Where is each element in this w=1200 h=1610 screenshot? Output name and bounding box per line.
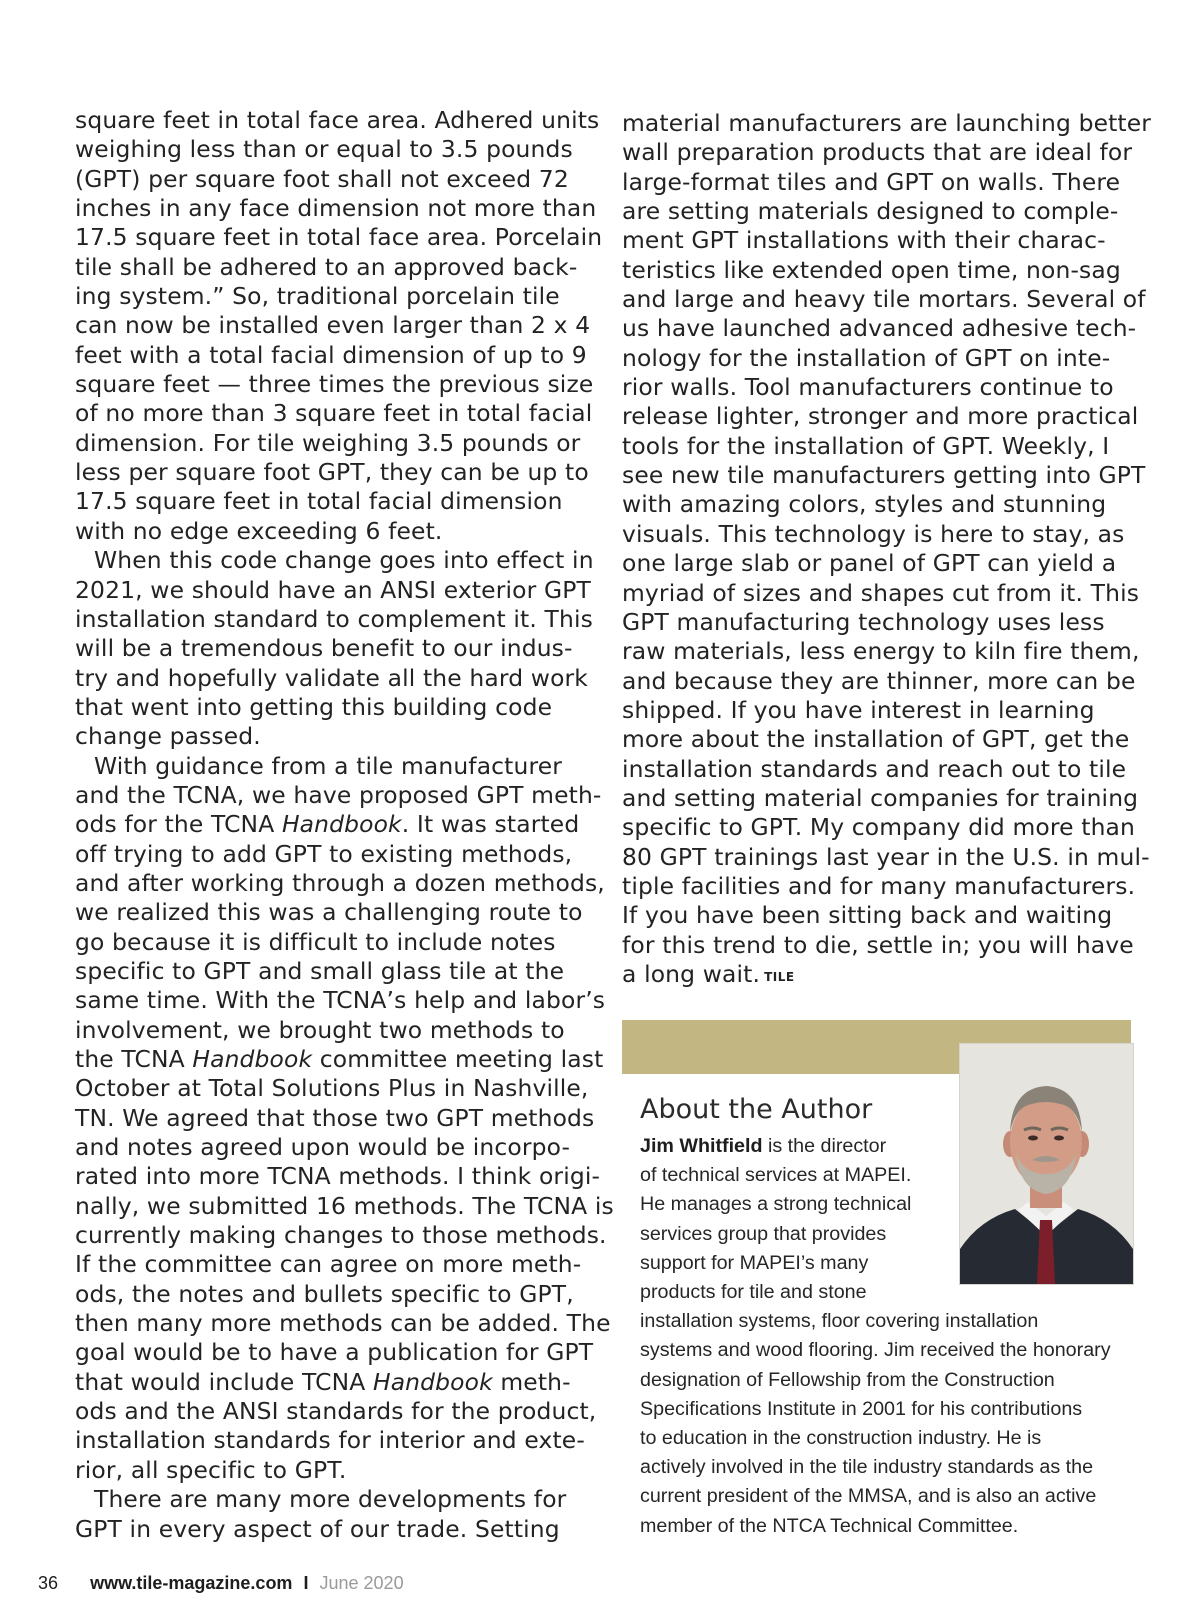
- article-line: more about the installation of GPT, get the: [622, 725, 1130, 754]
- article-line: then many more methods can be added. The: [75, 1309, 611, 1338]
- article-line: If the committee can agree on more meth-: [75, 1250, 582, 1279]
- article-line: same time. With the TCNA’s help and labor’s: [75, 986, 606, 1015]
- footer-url-link[interactable]: www.tile-magazine.com: [90, 1573, 293, 1593]
- article-line: rior, all specific to GPT.: [75, 1455, 347, 1484]
- article-line: release lighter, stronger and more practical: [622, 402, 1139, 431]
- author-bio-line: systems and wood flooring. Jim received the honorary: [640, 1339, 1111, 1362]
- article-line: shipped. If you have interest in learning: [622, 695, 1095, 724]
- author-bio-line: support for MAPEI’s many: [640, 1251, 869, 1274]
- article-line: are setting materials designed to comple-: [622, 197, 1119, 226]
- author-bio-line: current president of the MMSA, and is also an active: [640, 1485, 1097, 1508]
- article-line: square feet — three times the previous size: [75, 370, 594, 399]
- author-bio-line: products for tile and stone: [640, 1281, 867, 1304]
- article-text: . It was started: [401, 810, 580, 839]
- author-bio-line: to education in the construction industry. He is: [640, 1427, 1042, 1450]
- article-line: ing system.” So, traditional porcelain tile: [75, 282, 560, 311]
- author-name: Jim Whitfield: [640, 1135, 763, 1157]
- author-bio-line: actively involved in the tile industry standards as the: [640, 1456, 1094, 1479]
- article-line: raw materials, less energy to kiln fire them,: [622, 637, 1140, 666]
- article-line: feet with a total facial dimension of up to 9: [75, 340, 587, 369]
- article-line: large-format tiles and GPT on walls. There: [622, 167, 1121, 196]
- article-line: ment GPT installations with their charac-: [622, 226, 1106, 255]
- article-line: nology for the installation of GPT on inte-: [622, 343, 1111, 372]
- author-bio-line: member of the NTCA Technical Committee.: [640, 1514, 1019, 1537]
- article-line-last: [622, 960, 1132, 992]
- author-bio-line: He manages a strong technical: [640, 1193, 912, 1216]
- page-footer: [38, 1573, 404, 1594]
- article-text: committee meeting last: [312, 1045, 604, 1073]
- article-line: If you have been sitting back and waiting: [622, 901, 1113, 930]
- article-line: GPT in every aspect of our trade. Setting: [75, 1514, 560, 1543]
- article-line: rated into more TCNA methods. I think origi-: [75, 1162, 601, 1191]
- article-line: 80 GPT trainings last year in the U.S. in mul-: [622, 842, 1150, 871]
- article-line: installation standard to complement it. This: [75, 604, 593, 633]
- article-text: ods for the TCNA: [75, 810, 282, 839]
- article-line: less per square foot GPT, they can be up to: [75, 458, 589, 487]
- article-line: and large and heavy tile mortars. Several of: [622, 285, 1146, 314]
- article-line: 2021, we should have an ANSI exterior GPT: [75, 575, 591, 604]
- article-line: square feet in total face area. Adhered units: [75, 106, 600, 134]
- article-line: change passed.: [75, 722, 261, 751]
- article-line: October at Total Solutions Plus in Nashville,: [75, 1074, 589, 1103]
- article-line: material manufacturers are launching better: [622, 109, 1152, 137]
- article-line: goal would be to have a publication for GPT: [75, 1338, 594, 1367]
- article-line: GPT manufacturing technology uses less: [622, 607, 1105, 636]
- article-right-column: [622, 109, 1152, 992]
- article-left-column: [75, 106, 614, 1544]
- article-line: specific to GPT and small glass tile at the: [75, 956, 565, 985]
- tile-end-mark: TILE: [764, 969, 795, 984]
- article-text: the TCNA: [75, 1045, 193, 1073]
- author-bio-line: installation systems, floor covering installation: [640, 1310, 1039, 1333]
- author-bio-line: of technical services at MAPEI.: [640, 1164, 912, 1187]
- author-bio: [640, 1132, 1160, 1541]
- author-bio-line: designation of Fellowship from the Construction: [640, 1368, 1055, 1391]
- article-line: inches in any face dimension not more than: [75, 194, 597, 223]
- article-line: tools for the installation of GPT. Weekly, I: [622, 431, 1110, 460]
- article-line: with no edge exceeding 6 feet.: [75, 516, 443, 545]
- article-line: see new tile manufacturers getting into GPT: [622, 461, 1146, 490]
- article-line: ods, the notes and bullets specific to GPT,: [75, 1279, 574, 1308]
- article-line: with amazing colors, styles and stunning: [622, 490, 1107, 519]
- article-line: visuals. This technology is here to stay, as: [622, 519, 1125, 548]
- article-line: wall preparation products that are ideal for: [622, 138, 1133, 167]
- article-line: try and hopefully validate all the hard work: [75, 663, 589, 692]
- article-line: specific to GPT. My company did more than: [622, 813, 1135, 842]
- article-line: dimension. For tile weighing 3.5 pounds or: [75, 428, 581, 457]
- article-line: tiple facilities and for many manufacturers.: [622, 871, 1136, 900]
- article-line: There are many more developments for: [94, 1485, 567, 1514]
- handbook-italic: Handbook: [281, 810, 402, 839]
- article-line: involvement, we brought two methods to: [75, 1015, 565, 1044]
- article-line: that went into getting this building code: [75, 692, 553, 721]
- article-line: tile shall be adhered to an approved back-: [75, 252, 578, 281]
- handbook-italic: Handbook: [192, 1045, 313, 1073]
- article-line: for this trend to die, settle in; you will have: [622, 930, 1134, 959]
- article-text: that would include TCNA: [75, 1367, 373, 1396]
- article-line: installation standards for interior and exte-: [75, 1426, 585, 1455]
- article-line: weighing less than or equal to 3.5 pounds: [75, 135, 573, 164]
- article-line: TN. We agreed that those two GPT methods: [75, 1103, 595, 1132]
- article-line: With guidance from a tile manufacturer: [94, 751, 563, 780]
- article-line: and setting material companies for training: [622, 783, 1139, 812]
- article-line: installation standards and reach out to tile: [622, 754, 1127, 783]
- article-text: a long wait.: [622, 959, 761, 988]
- footer-separator: I: [303, 1573, 309, 1593]
- article-line-handbook: [75, 810, 585, 839]
- article-line: one large slab or panel of GPT can yield a: [622, 549, 1117, 578]
- article-line: and because they are thinner, more can be: [622, 666, 1136, 695]
- article-line: (GPT) per square foot shall not exceed 72: [75, 164, 569, 193]
- article-line: When this code change goes into effect in: [94, 546, 594, 575]
- author-heading: About the Author: [640, 1094, 873, 1125]
- article-line: currently making changes to those methods.: [75, 1221, 607, 1250]
- article-line: can now be installed even larger than 2 x 4: [75, 311, 591, 340]
- article-line: we realized this was a challenging route to: [75, 898, 583, 927]
- article-line: go because it is difficult to include notes: [75, 927, 556, 956]
- article-text: meth-: [492, 1367, 571, 1396]
- article-line: ods and the ANSI standards for the product,: [75, 1397, 597, 1426]
- author-bio-line: Specifications Institute in 2001 for his contributions: [640, 1397, 1083, 1420]
- article-line-handbook: [75, 1045, 604, 1074]
- article-line: 17.5 square feet in total facial dimension: [75, 487, 563, 516]
- article-line: and notes agreed upon would be incorpo-: [75, 1133, 571, 1162]
- article-line: teristics like extended open time, non-sag: [622, 255, 1121, 284]
- article-line: and the TCNA, we have proposed GPT meth-: [75, 780, 602, 809]
- author-bio-text: is the director: [762, 1135, 887, 1157]
- article-line: rior walls. Tool manufacturers continue to: [622, 373, 1114, 402]
- article-line: us have launched advanced adhesive tech-: [622, 314, 1137, 343]
- author-bio-line: [640, 1132, 1160, 1161]
- author-bio-line: services group that provides: [640, 1222, 887, 1245]
- article-line: 17.5 square feet in total face area. Porcelain: [75, 223, 603, 252]
- article-line-handbook: [75, 1368, 585, 1397]
- article-line: of no more than 3 square feet in total facial: [75, 399, 593, 428]
- article-line: nally, we submitted 16 methods. The TCNA is: [75, 1191, 614, 1220]
- page-number: 36: [38, 1573, 59, 1593]
- handbook-italic: Handbook: [372, 1367, 493, 1396]
- article-line: and after working through a dozen methods,: [75, 868, 605, 897]
- article-line: off trying to add GPT to existing methods,: [75, 839, 573, 868]
- article-line: will be a tremendous benefit to our indus-: [75, 634, 573, 663]
- footer-date: June 2020: [319, 1573, 404, 1593]
- article-line: myriad of sizes and shapes cut from it. This: [622, 578, 1140, 607]
